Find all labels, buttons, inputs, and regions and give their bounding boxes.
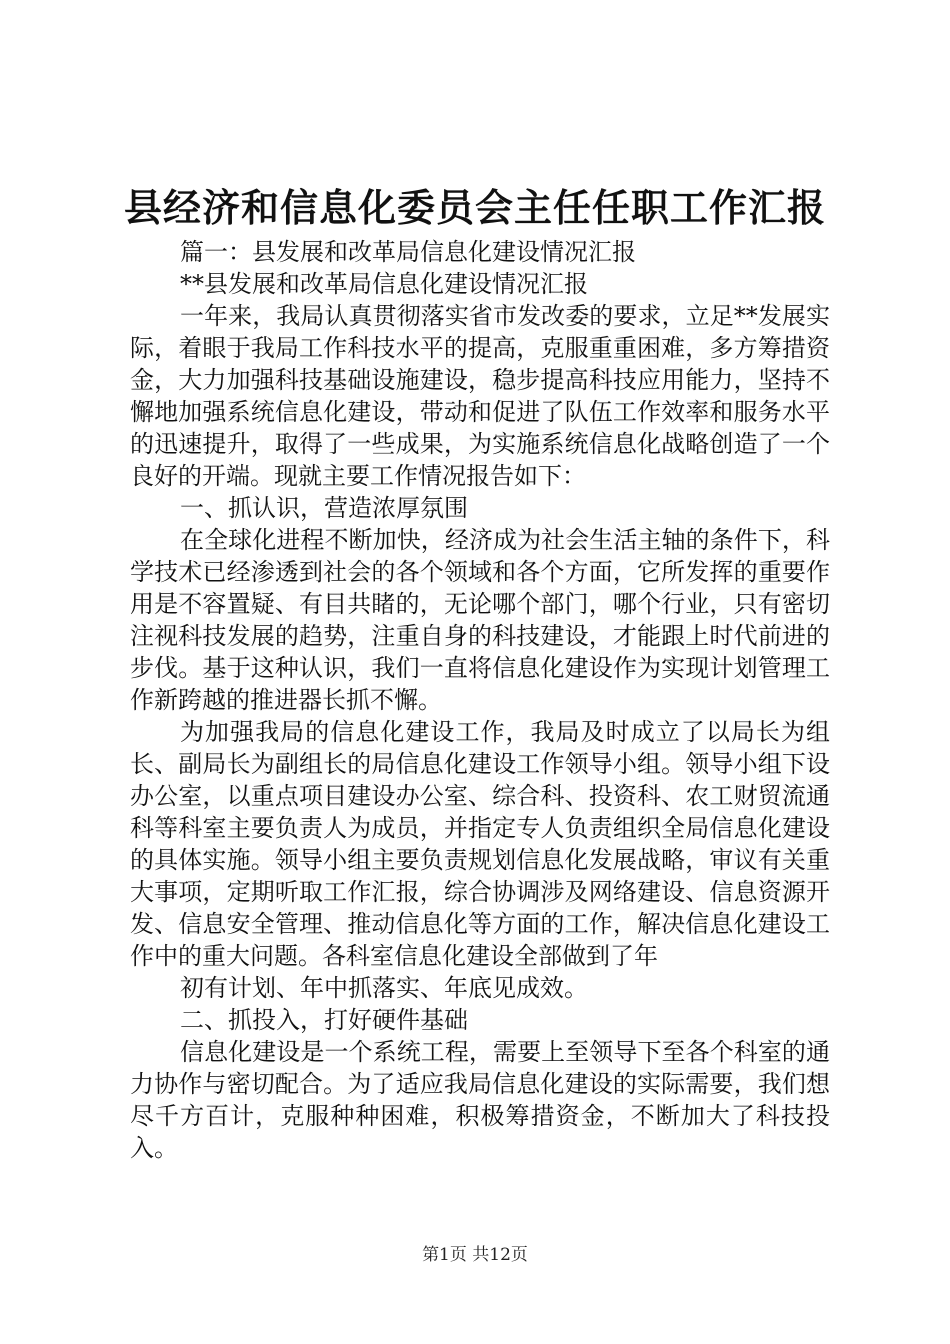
paragraph-heading-1: 一、抓认识，营造浓厚氛围	[180, 494, 468, 522]
paragraph-heading-2: 二、抓投入，打好硬件基础	[180, 1006, 468, 1034]
paragraph-report-title: **县发展和改革局信息化建设情况汇报	[180, 270, 588, 298]
paragraph-body: 为加强我局的信息化建设工作，我局及时成立了以局长为组长、副局长为副组长的局信息化建设工作领导小组。领导小组下设办公室，以重点项目建设办公室、综合科、投资科、农工财贸流通科等科室主要负责人为成员，并指定专人负责组织全局信息化建设的具体实施。领导小组主要负责规划信息化发展战略，审议有关重大事项，定期听取工作汇报，综合协调涉及网络建设、信息资源开发、信息安全管理、推动信息化等方面的工作，解决信息化建设工作中的重大问题。各科室信息化建设全部做到了年	[130, 718, 830, 970]
paragraph-intro: 一年来，我局认真贯彻落实省市发改委的要求，立足**发展实际，着眼于我局工作科技水平的提高，克服重重困难，多方筹措资金，大力加强科技基础设施建设，稳步提高科技应用能力，坚持不懈地加强系统信息化建设，带动和促进了队伍工作效率和服务水平的迅速提升，取得了一些成果，为实施系统信息化战略创造了一个良好的开端。现就主要工作情况报告如下：	[130, 302, 830, 490]
page-number-footer: 第1页 共12页	[422, 1245, 528, 1265]
paragraph-body: 信息化建设是一个系统工程，需要上至领导下至各个科室的通力协作与密切配合。为了适应我局信息化建设的实际需要，我们想尽千方百计，克服种种困难，积极筹措资金，不断加大了科技投入。	[130, 1038, 830, 1162]
document-title: 县经济和信息化委员会主任任职工作汇报	[123, 185, 826, 230]
document-body	[130, 236, 830, 1164]
paragraph-body: 初有计划、年中抓落实、年底见成效。	[180, 974, 588, 1002]
paragraph-body: 在全球化进程不断加快，经济成为社会生活主轴的条件下，科学技术已经渗透到社会的各个领域和各个方面，它所发挥的重要作用是不容置疑、有目共睹的，无论哪个部门，哪个行业，只有密切注视科技发展的趋势，注重自身的科技建设，才能跟上时代前进的步伐。基于这种认识，我们一直将信息化建设作为实现计划管理工作新跨越的推进器长抓不懈。	[130, 526, 830, 714]
paragraph-section-heading: 篇一：县发展和改革局信息化建设情况汇报	[180, 238, 636, 266]
